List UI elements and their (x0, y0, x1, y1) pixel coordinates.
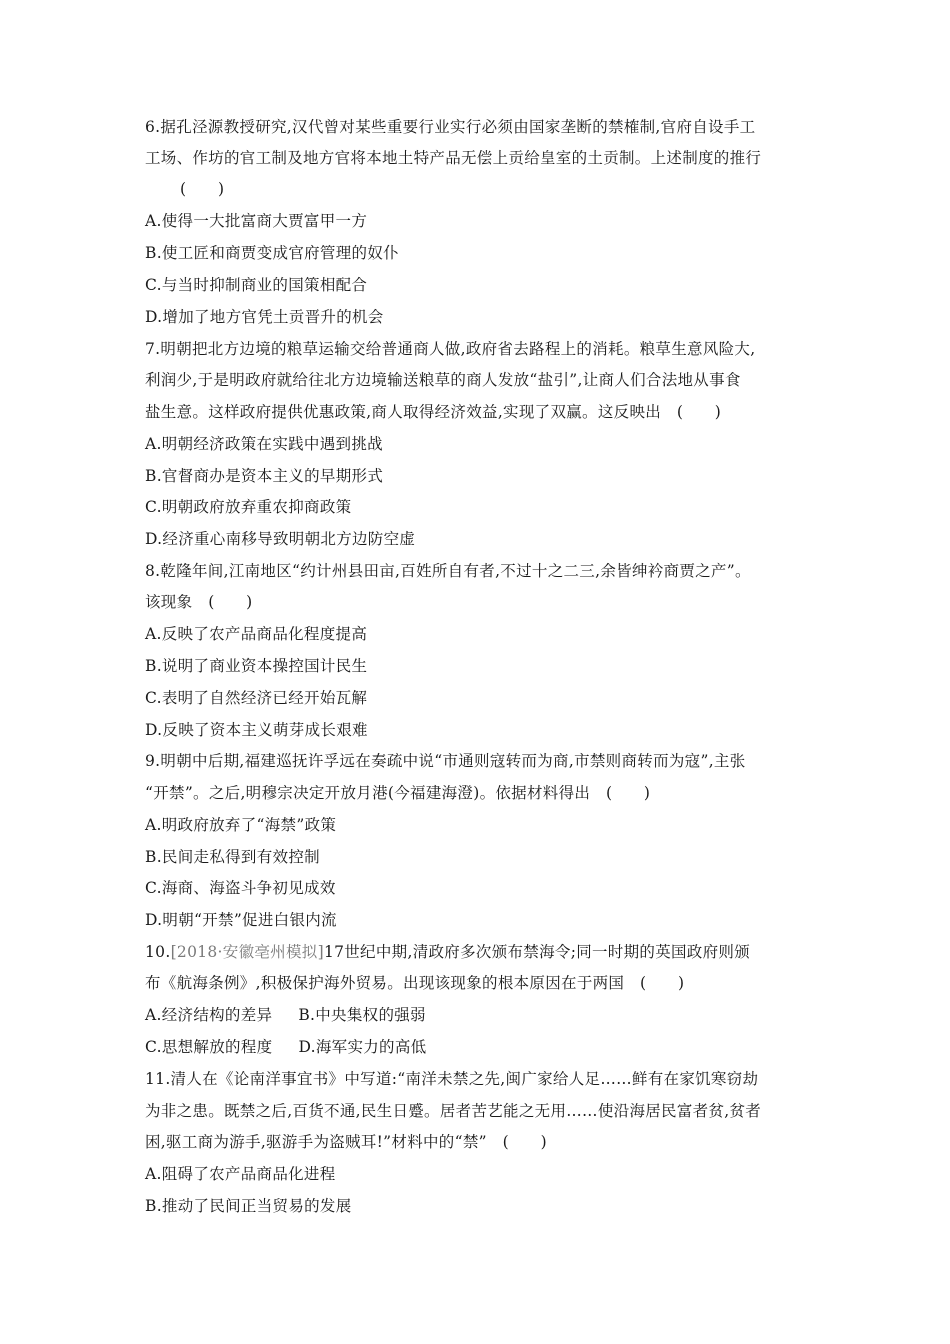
q6-stem-line-1: 6.据孔泾源教授研究,汉代曾对某些重要行业实行必须由国家垄断的禁榷制,官府自设手工 (145, 118, 756, 136)
q9-option-d: D.明朝“开禁”促进白银内流 (145, 911, 337, 929)
q7-option-b: B.官督商办是资本主义的早期形式 (145, 467, 384, 485)
q11-stem-line-1: 11.清人在《论南洋事宜书》中写道:“南洋未禁之先,闽广家给人足……鲜有在家饥寒窃劫 (145, 1070, 759, 1088)
q10-number: 10. (145, 943, 171, 961)
q11-stem-line-3: 困,驱工商为游手,驱游手为盗贼耳!”材料中的“禁” ( ) (145, 1133, 547, 1151)
q10-options-row-1 (145, 1005, 426, 1025)
q6-stem-line-2: 工场、作坊的官工制及地方官将本地土特产品无偿上贡给皇室的土贡制。上述制度的推行 (145, 149, 762, 167)
q8-option-d: D.反映了资本主义萌芽成长艰难 (145, 721, 368, 739)
q10-source-tag: [2018·安徽亳州模拟] (170, 943, 324, 961)
q8-stem-line-1: 8.乾隆年间,江南地区“约计州县田亩,百姓所自有者,不过十之二三,余皆绅衿商贾之产”。 (145, 562, 751, 580)
q6-option-c: C.与当时抑制商业的国策相配合 (145, 276, 368, 294)
q10-stem-line-1 (145, 942, 750, 962)
q9-stem-line-1: 9.明朝中后期,福建巡抚许孚远在奏疏中说“市通则寇转而为商,市禁则商转而为寇”,主张 (145, 752, 746, 770)
q10-option-a: A.经济结构的差异 (145, 1006, 273, 1024)
q8-option-a: A.反映了农产品商品化程度提高 (145, 625, 368, 643)
q6-answer-blank: ( ) (180, 180, 225, 198)
q9-option-a: A.明政府放弃了“海禁”政策 (145, 816, 337, 834)
q7-stem-line-2: 利润少,于是明政府就给往北方边境输送粮草的商人发放“盐引”,让商人们合法地从事食 (145, 371, 741, 389)
q10-option-b: B.中央集权的强弱 (298, 1006, 426, 1024)
q11-option-b: B.推动了民间正当贸易的发展 (145, 1197, 352, 1215)
q6-option-d: D.增加了地方官凭土贡晋升的机会 (145, 308, 384, 326)
q9-stem-line-2: “开禁”。之后,明穆宗决定开放月港(今福建海澄)。依据材料得出 ( ) (145, 784, 651, 802)
q8-stem-line-2: 该现象 ( ) (145, 593, 253, 611)
q8-option-c: C.表明了自然经济已经开始瓦解 (145, 689, 368, 707)
q11-stem-line-2: 为非之患。既禁之后,百货不通,民生日蹙。居者苦艺能之无用……使沿海居民富者贫,贫者 (145, 1102, 762, 1120)
q8-option-b: B.说明了商业资本操控国计民生 (145, 657, 368, 675)
q10-stem-line-2: 布《航海条例》,积极保护海外贸易。出现该现象的根本原因在于两国 ( ) (145, 974, 685, 992)
q9-option-b: B.民间走私得到有效控制 (145, 848, 320, 866)
q6-option-b: B.使工匠和商贾变成官府管理的奴仆 (145, 244, 399, 262)
q10-option-d: D.海军实力的高低 (298, 1038, 427, 1056)
q7-option-c: C.明朝政府放弃重农抑商政策 (145, 498, 352, 516)
q7-stem-line-3: 盐生意。这样政府提供优惠政策,商人取得经济效益,实现了双赢。这反映出 ( ) (145, 403, 722, 421)
q9-option-c: C.海商、海盗斗争初见成效 (145, 879, 336, 897)
q7-option-a: A.明朝经济政策在实践中遇到挑战 (145, 435, 383, 453)
q10-option-c: C.思想解放的程度 (145, 1038, 273, 1056)
q6-option-a: A.使得一大批富商大贾富甲一方 (145, 212, 368, 230)
q11-option-a: A.阻碍了农产品商品化进程 (145, 1165, 336, 1183)
q10-stem-text: 17世纪中期,清政府多次颁布禁海令;同一时期的英国政府则颁 (323, 943, 751, 961)
q7-stem-line-1: 7.明朝把北方边境的粮草运输交给普通商人做,政府省去路程上的消耗。粮草生意风险大, (145, 340, 756, 358)
q7-option-d: D.经济重心南移导致明朝北方边防空虚 (145, 530, 416, 548)
q10-options-row-2 (145, 1037, 426, 1057)
